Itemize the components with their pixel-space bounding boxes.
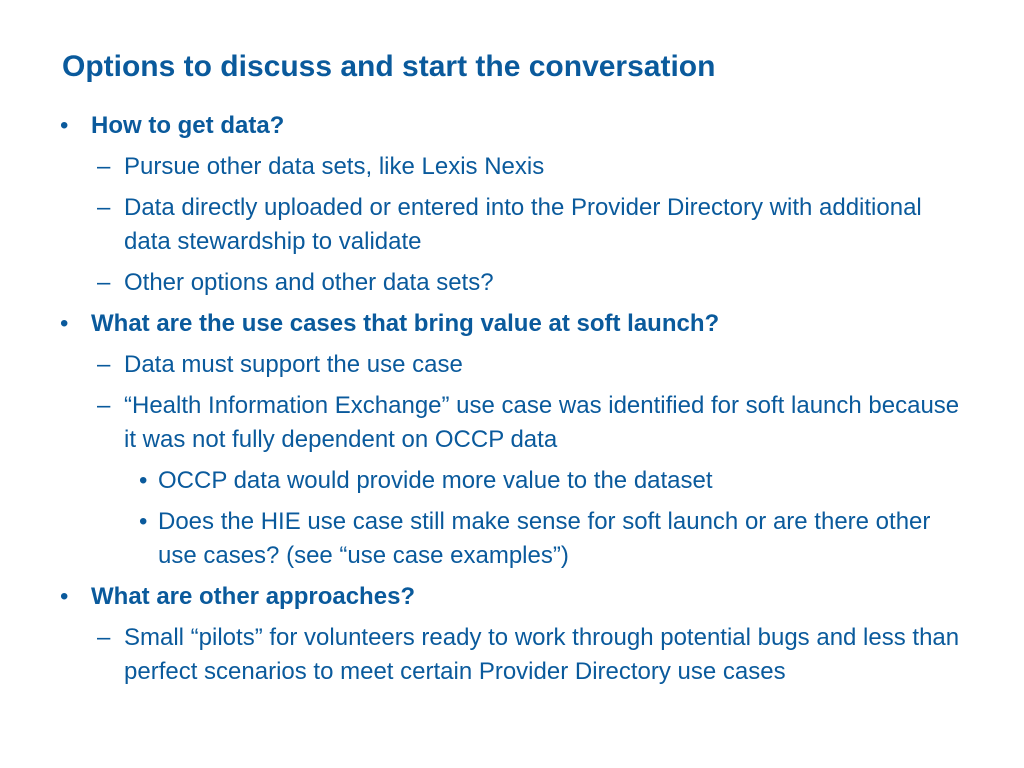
dash-marker: – — [97, 269, 111, 296]
bullet-item-level1 — [60, 307, 960, 341]
bullet-text: Data must support the use case — [124, 351, 463, 378]
bullet-item-level2 — [60, 389, 960, 457]
bullet-marker: • — [139, 508, 148, 535]
bullet-text: “Health Information Exchange” use case was identified for soft launch because it was not fully dependent on OCCP data — [124, 392, 960, 453]
bullet-text: What are other approaches? — [91, 583, 416, 610]
slide-title: Options to discuss and start the conversation — [62, 50, 716, 83]
bullet-marker: • — [139, 467, 148, 494]
dash-marker: – — [97, 153, 111, 180]
bullet-text: OCCP data would provide more value to the dataset — [158, 467, 713, 494]
bullet-item-level3 — [60, 505, 960, 573]
bullet-text: Does the HIE use case still make sense for soft launch or are there other use cases? (see “use case examples”) — [158, 508, 931, 569]
bullet-item-level2 — [60, 266, 960, 300]
bullet-item-level2 — [60, 621, 960, 689]
bullet-marker: • — [60, 583, 69, 610]
dash-marker: – — [97, 392, 111, 419]
bullet-text: How to get data? — [91, 112, 285, 139]
bullet-text: Data directly uploaded or entered into the Provider Directory with additional data stewardship to validate — [124, 194, 922, 255]
bullet-text: What are the use cases that bring value at soft launch? — [91, 310, 720, 337]
bullet-marker: • — [60, 310, 69, 337]
dash-marker: – — [97, 624, 111, 651]
bullet-text: Small “pilots” for volunteers ready to work through potential bugs and less than perfect scenarios to meet certain Provider Directory use cases — [124, 624, 960, 685]
bullet-marker: • — [60, 112, 69, 139]
bullet-list — [60, 109, 960, 696]
dash-marker: – — [97, 194, 111, 221]
bullet-item-level1 — [60, 109, 960, 143]
bullet-item-level3 — [60, 464, 960, 498]
bullet-text: Pursue other data sets, like Lexis Nexis — [124, 153, 545, 180]
bullet-text: Other options and other data sets? — [124, 269, 494, 296]
bullet-item-level2 — [60, 191, 960, 259]
dash-marker: – — [97, 351, 111, 378]
bullet-item-level2 — [60, 150, 960, 184]
bullet-item-level2 — [60, 348, 960, 382]
bullet-item-level1 — [60, 580, 960, 614]
